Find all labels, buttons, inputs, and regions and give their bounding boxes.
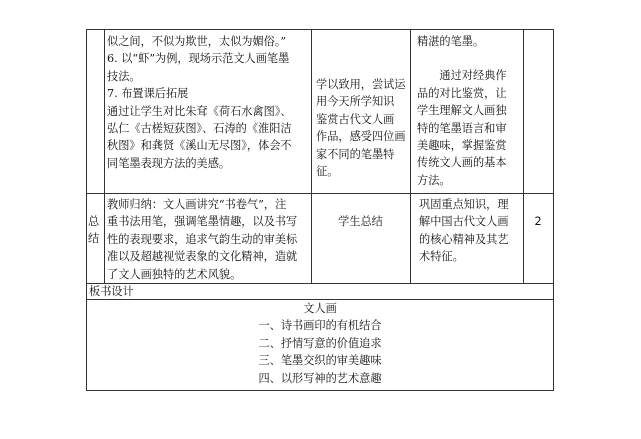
board-design-label: 板书设计 [89, 285, 134, 298]
intent-line: 方法。 [417, 173, 451, 187]
student-line: 作品，感受四位画 [316, 130, 406, 144]
summary-intent-line: 术特征。 [419, 250, 464, 264]
summary-intent-line: 的核心精神及其艺 [419, 232, 509, 246]
student-line: 鉴赏古代文人画 [316, 112, 395, 126]
process-line: 6. 以“虾”为例，现场示范文人画笔墨 [107, 52, 290, 66]
board-item: 三、笔墨交织的审美趣味 [258, 354, 382, 368]
intent-line: 精湛的笔墨。 [417, 35, 485, 48]
col-divider-2 [311, 29, 312, 284]
col-divider-4 [523, 29, 524, 284]
board-item: 四、以形写神的艺术意趣 [258, 371, 382, 385]
summary-line: 重书法用笔，强调笔墨情趣，以及书写 [107, 215, 298, 229]
summary-process-text [107, 196, 297, 283]
process-line: 秋图》和龚贤《溪山无尽图》，体会不 [107, 139, 292, 153]
row-divider-board-label [86, 283, 554, 284]
summary-time [523, 213, 553, 230]
process-line: 7. 布置课后拓展 [107, 87, 189, 101]
intent-line: 特的笔墨语言和审 [417, 121, 507, 135]
summary-intent-line: 解中国古代文人画 [419, 215, 509, 229]
intent-line: 传统文人画的基本 [417, 156, 507, 170]
table-border-bottom [86, 390, 554, 391]
process-line: 弘仁《古槎短荻图》、石涛的《淮阳洁 [107, 122, 292, 136]
intent-line: 品的对比鉴赏，让 [417, 86, 507, 100]
summary-student-activity [311, 213, 410, 230]
summary-line: 了文人画独特的艺术风貌。 [107, 267, 242, 281]
stage-label-summary [88, 213, 99, 248]
stage-label-char: 结 [88, 232, 100, 246]
teaching-process-text [107, 33, 292, 172]
student-line: 用今天所学知识 [316, 95, 395, 109]
process-line: 技法。 [107, 69, 141, 83]
summary-intent-line: 巩固重点知识，理 [419, 198, 509, 211]
summary-line: 准以及超越视觉表象的文化精神，造就 [107, 250, 298, 264]
board-title: 文人画 [303, 302, 337, 315]
summary-intent-text [419, 196, 509, 266]
row-divider-summary [86, 193, 554, 194]
process-line: 同笔墨表现方法的美感。 [107, 156, 231, 170]
summary-line: 教师归纳：文人画讲究“书卷气”，注 [107, 198, 287, 211]
col-divider-1 [104, 29, 105, 284]
summary-line: 性的表现要求，追求气韵生动的审美标 [107, 232, 298, 246]
summary-student-line: 学生总结 [338, 215, 383, 228]
student-activity-text [316, 76, 406, 180]
board-item: 二、抒情写意的价值追求 [258, 336, 382, 350]
process-line: 通过让学生对比朱耷《荷石水禽图》、 [107, 104, 292, 118]
board-item: 一、诗书画印的有机结合 [258, 319, 382, 333]
design-intent-text [417, 33, 507, 189]
student-line: 征。 [316, 165, 339, 179]
table-border-top [86, 29, 554, 30]
board-design-content [86, 300, 554, 387]
process-line: 似之间，不似为欺世，太似为媚俗。” [107, 35, 287, 48]
intent-line: 学生理解文人画独 [417, 104, 507, 118]
student-line: 家不同的笔墨特 [316, 147, 395, 161]
intent-line: 通过对经典作 [417, 69, 507, 83]
summary-time-value: 2 [534, 215, 542, 228]
col-divider-3 [410, 29, 411, 284]
intent-line: 美趣味，掌握鉴赏 [417, 139, 507, 153]
student-line: 学以致用，尝试运 [316, 78, 406, 91]
stage-label-char: 总 [88, 215, 100, 228]
